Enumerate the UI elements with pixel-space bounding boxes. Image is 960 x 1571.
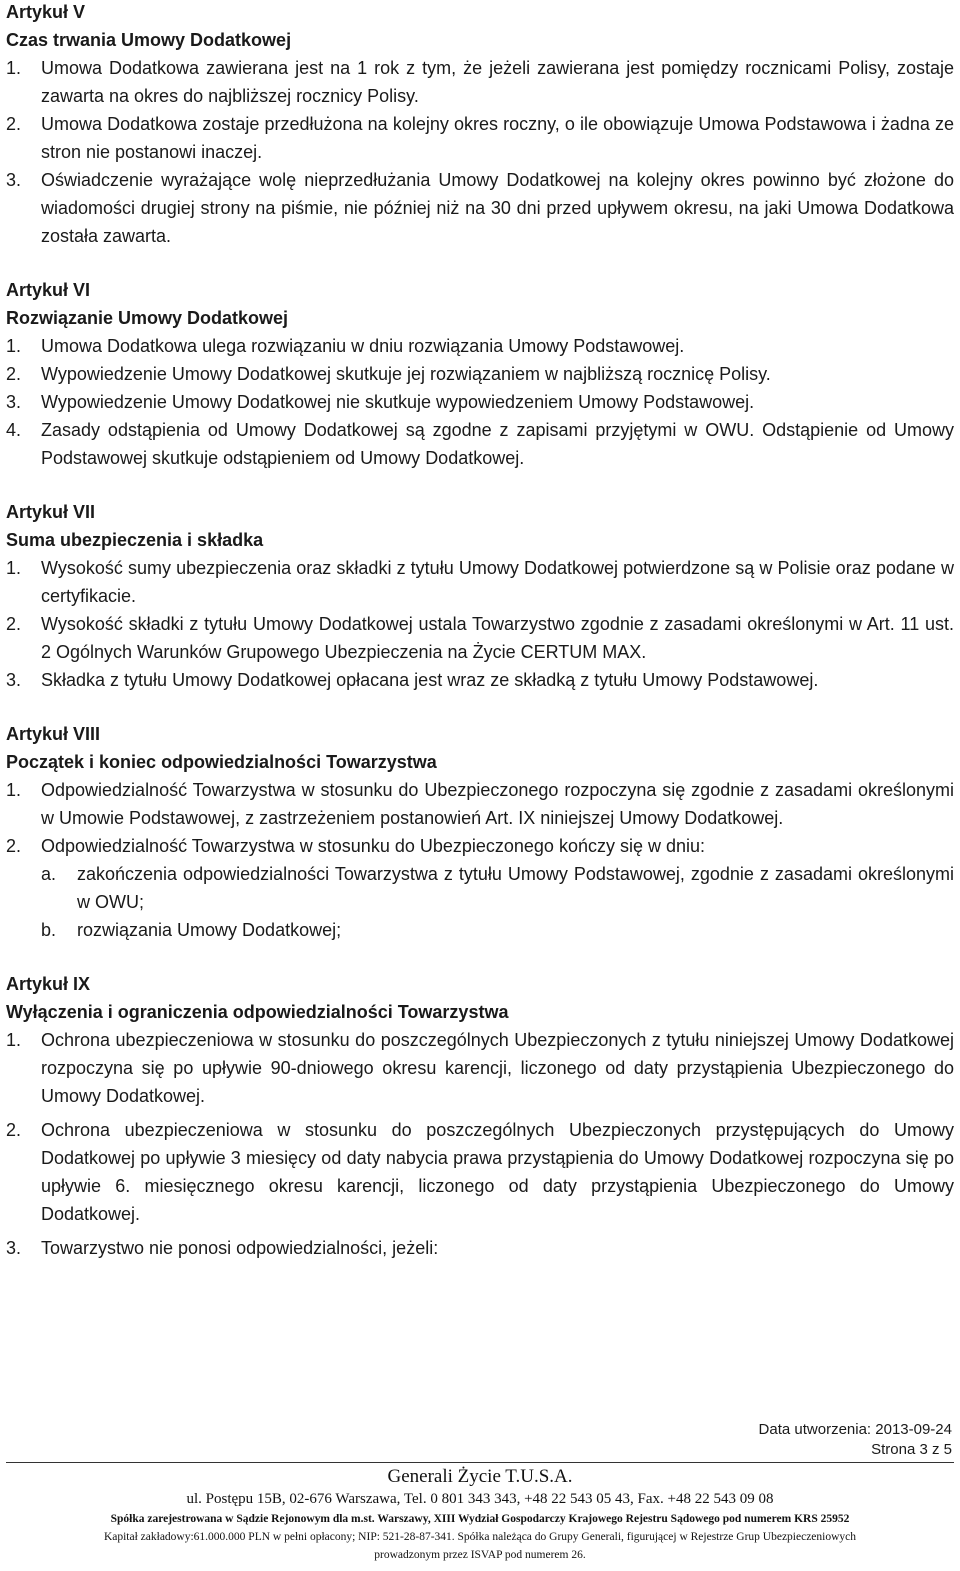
footer-address: ul. Postępu 15B, 02-676 Warszawa, Tel. 0 801 343 343, +48 22 543 05 43, Fax. +48 22 543 09 08 — [186, 1491, 774, 1507]
item-text: Składka z tytułu Umowy Dodatkowej opłacana jest wraz ze składką z tytułu Umowy Podstawowej. — [41, 670, 819, 690]
item-number: 3. — [6, 170, 22, 190]
item-number: 3. — [6, 670, 22, 690]
sub-item-letter: b. — [41, 920, 57, 940]
item-number: 2. — [6, 1120, 22, 1140]
list-item — [6, 332, 954, 360]
footer-divider — [6, 1462, 954, 1463]
article-items — [6, 54, 954, 250]
item-text: Odpowiedzialność Towarzystwa w stosunku do Ubezpieczonego rozpoczyna się zgodnie z zasadami określonymi w Umowie Podstawowej, z zastrzeżeniem postanowień Art. IX niniejszej Umowy Dodatkowej. — [41, 780, 954, 828]
footer-isvap: prowadzonym przez ISVAP pod numerem 26. — [374, 1549, 586, 1561]
article-number: Artykuł VI — [6, 280, 91, 300]
sub-list-item — [41, 916, 954, 944]
item-number: 2. — [6, 836, 22, 856]
article-title: Rozwiązanie Umowy Dodatkowej — [6, 308, 289, 328]
list-item — [6, 54, 954, 110]
item-text: Wypowiedzenie Umowy Dodatkowej nie skutkuje wypowiedzeniem Umowy Podstawowej. — [41, 392, 755, 412]
item-number: 2. — [6, 614, 22, 634]
article-ix — [6, 970, 954, 1262]
list-item — [6, 110, 954, 166]
article-items — [6, 776, 954, 944]
list-item — [6, 416, 954, 472]
item-number: 2. — [6, 114, 22, 134]
item-text: Oświadczenie wyrażające wolę nieprzedłużania Umowy Dodatkowej na kolejny okres powinno być złożone do wiadomości drugiej strony na piśmie, nie później niż na 30 dni przed upływem okresu, na jaki Umowa Dodatkowa została zawarta. — [41, 170, 954, 246]
article-items — [6, 332, 954, 472]
article-number: Artykuł VII — [6, 502, 96, 522]
item-text: Wysokość sumy ubezpieczenia oraz składki z tytułu Umowy Dodatkowej potwierdzone są w Polisie oraz podane w certyfikacie. — [41, 558, 954, 606]
article-title: Wyłączenia i ograniczenia odpowiedzialności Towarzystwa — [6, 1002, 509, 1022]
article-v — [6, 0, 954, 250]
creation-date: Data utworzenia: 2013-09-24 — [758, 1421, 952, 1438]
article-title: Początek i koniec odpowiedzialności Towarzystwa — [6, 752, 437, 772]
list-item — [6, 388, 954, 416]
article-number: Artykuł VIII — [6, 724, 101, 744]
item-text: Umowa Dodatkowa zawierana jest na 1 rok z tym, że jeżeli zawierana jest pomiędzy rocznicami Polisy, zostaje zawarta na okres do najbliższej rocznicy Polisy. — [41, 58, 954, 106]
item-text: Ochrona ubezpieczeniowa w stosunku do poszczególnych Ubezpieczonych z tytułu niniejszej Umowy Dodatkowej rozpoczyna się po upływie 90-dniowego okresu karencji, liczonego od daty przystąpienia Ubezpieczonego do Umowy Dodatkowej. — [41, 1030, 954, 1106]
list-item — [6, 1234, 954, 1262]
list-item — [6, 166, 954, 250]
sub-item-text: rozwiązania Umowy Dodatkowej; — [77, 920, 342, 940]
sub-list — [41, 860, 954, 944]
page-number: Strona 3 z 5 — [871, 1441, 952, 1458]
item-number: 1. — [6, 1030, 22, 1050]
item-number: 1. — [6, 336, 22, 356]
sub-list-item — [41, 860, 954, 916]
list-item — [6, 776, 954, 832]
article-title: Czas trwania Umowy Dodatkowej — [6, 30, 292, 50]
item-number: 1. — [6, 558, 22, 578]
article-title: Suma ubezpieczenia i składka — [6, 530, 264, 550]
list-item — [6, 832, 954, 944]
item-text: Ochrona ubezpieczeniowa w stosunku do poszczególnych Ubezpieczonych przystępujących do Umowy Dodatkowej po upływie 3 miesięcy od daty nabycia prawa przystąpienia do Umowy Dodatkowej rozpoczyna się po upływie 6. miesięcznego okresu karencji, liczonego od daty przystąpienia Ubezpieczonego do Umowy Dodatkowej. — [41, 1120, 954, 1224]
article-number: Artykuł IX — [6, 974, 91, 994]
list-item — [6, 610, 954, 666]
article-viii — [6, 720, 954, 944]
list-item — [6, 360, 954, 388]
article-number: Artykuł V — [6, 2, 86, 22]
item-text: Towarzystwo nie ponosi odpowiedzialności, jeżeli: — [41, 1238, 439, 1258]
item-text: Zasady odstąpienia od Umowy Dodatkowej są zgodne z zapisami przyjętymi w OWU. Odstąpienie od Umowy Podstawowej skutkuje odstąpieniem od Umowy Dodatkowej. — [41, 420, 954, 468]
item-number: 2. — [6, 364, 22, 384]
article-vi — [6, 276, 954, 472]
item-number: 3. — [6, 392, 22, 412]
item-text: Wysokość składki z tytułu Umowy Dodatkowej ustala Towarzystwo zgodnie z zasadami określonymi w Art. 11 ust. 2 Ogólnych Warunków Grupowego Ubezpieczenia na Życie CERTUM MAX. — [41, 614, 954, 662]
item-text: Wypowiedzenie Umowy Dodatkowej skutkuje jej rozwiązaniem w najbliższą rocznicę Polisy. — [41, 364, 771, 384]
sub-item-text: zakończenia odpowiedzialności Towarzystwa z tytułu Umowy Podstawowej, zgodnie z zasadami określonymi w OWU; — [77, 864, 954, 912]
article-items — [6, 554, 954, 694]
document-body — [6, 0, 954, 1262]
item-number: 3. — [6, 1238, 22, 1258]
list-item — [6, 1116, 954, 1228]
item-text: Umowa Dodatkowa ulega rozwiązaniu w dniu rozwiązania Umowy Podstawowej. — [41, 336, 685, 356]
item-text: Odpowiedzialność Towarzystwa w stosunku do Ubezpieczonego kończy się w dniu: — [41, 836, 706, 856]
item-number: 1. — [6, 58, 22, 78]
footer-registry: Spółka zarejestrowana w Sądzie Rejonowym dla m.st. Warszawy, XIII Wydział Gospodarczy Krajowego Rejestru Sądowego pod numerem KRS 25952 — [110, 1513, 850, 1525]
footer-company: Generali Życie T.U.S.A. — [387, 1466, 573, 1487]
list-item — [6, 1026, 954, 1110]
item-number: 4. — [6, 420, 22, 440]
item-text: Umowa Dodatkowa zostaje przedłużona na kolejny okres roczny, o ile obowiązuje Umowa Podstawowa i żadna ze stron nie postanowi inaczej. — [41, 114, 954, 162]
article-items — [6, 1026, 954, 1262]
item-number: 1. — [6, 780, 22, 800]
footer-capital: Kapitał zakładowy:61.000.000 PLN w pełni opłacony; NIP: 521-28-87-341. Spółka należąca do Grupy Generali, figurującej w Rejestrze Grup Ubezpieczeniowych — [103, 1531, 857, 1543]
list-item — [6, 666, 954, 694]
sub-item-letter: a. — [41, 864, 57, 884]
article-vii — [6, 498, 954, 694]
list-item — [6, 554, 954, 610]
